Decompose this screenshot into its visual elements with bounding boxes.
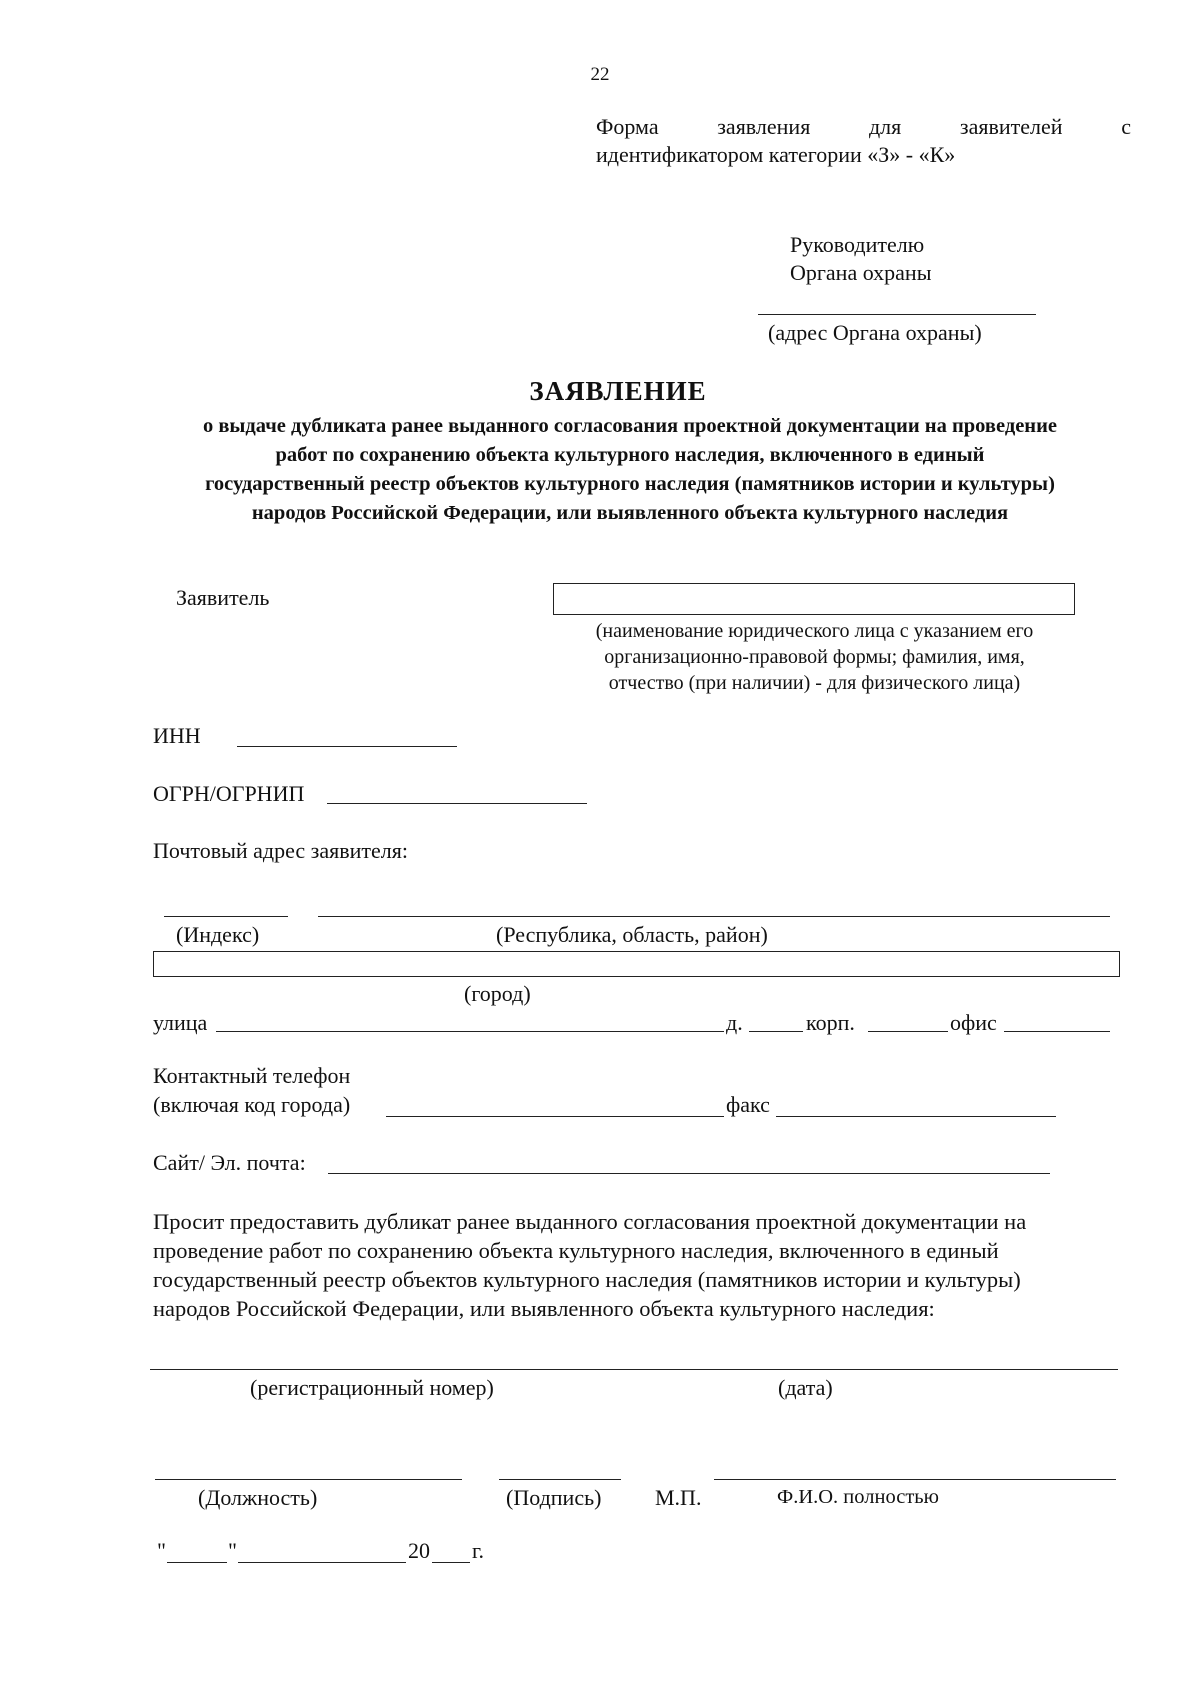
postal-region-caption: (Республика, область, район)	[496, 922, 768, 947]
fio-caption: Ф.И.О. полностью	[777, 1486, 939, 1508]
signature-field[interactable]	[499, 1479, 621, 1480]
postal-index-caption: (Индекс)	[176, 922, 260, 947]
ogrn-field[interactable]	[327, 803, 587, 804]
date-quote-close: "	[228, 1538, 237, 1563]
date-day-field[interactable]	[167, 1562, 227, 1563]
ogrn-label: ОГРН/ОГРНИП	[153, 781, 305, 806]
street-field[interactable]	[216, 1031, 724, 1032]
date-year-field[interactable]	[432, 1562, 470, 1563]
building-label: корп.	[806, 1010, 855, 1035]
inn-field[interactable]	[237, 746, 457, 747]
postal-city-field[interactable]	[153, 951, 1120, 977]
postal-index-field[interactable]	[164, 916, 288, 917]
postal-region-field[interactable]	[318, 916, 1110, 917]
office-field[interactable]	[1004, 1031, 1110, 1032]
addressee-line1: Руководителю	[790, 232, 925, 257]
signature-caption: (Подпись)	[506, 1485, 602, 1510]
document-subtitle: о выдаче дубликата ранее выданного согласования проектной документации на проведение работ по сохранению объекта культурного наследия, включенного в единый государственный реестр объектов культурного наследия (памятников истории и культуры) народов Российской Федерации, или выявленного объекта культурного наследия	[202, 415, 1058, 524]
postal-address-label: Почтовый адрес заявителя:	[153, 838, 409, 863]
stamp-label: М.П.	[655, 1485, 702, 1510]
site-email-label: Сайт/ Эл. почта:	[153, 1150, 306, 1175]
date-quote-open: "	[157, 1538, 166, 1563]
phone-field[interactable]	[386, 1116, 724, 1117]
street-label: улица	[153, 1010, 208, 1035]
office-label: офис	[950, 1010, 997, 1035]
postal-city-caption: (город)	[464, 981, 531, 1006]
phone-label-line1: Контактный телефон	[153, 1063, 351, 1088]
fio-field[interactable]	[714, 1479, 1116, 1480]
date-year-prefix: 20	[408, 1538, 430, 1563]
registration-field[interactable]	[150, 1369, 1118, 1370]
fax-label: факс	[726, 1092, 770, 1117]
applicant-name-field[interactable]	[553, 583, 1075, 615]
registration-date-caption: (дата)	[778, 1375, 833, 1400]
form-note	[596, 114, 1131, 168]
date-month-field[interactable]	[238, 1562, 406, 1563]
house-label: д.	[726, 1010, 743, 1035]
applicant-caption: (наименование юридического лица с указанием его организационно-правовой формы; фамилия, имя, отчество (при наличии) - для физического лица)	[595, 620, 1034, 694]
registration-number-caption: (регистрационный номер)	[250, 1375, 494, 1400]
request-paragraph: Просит предоставить дубликат ранее выданного согласования проектной документации на проведение работ по сохранению объекта культурного наследия, включенного в единый государственный реестр объектов культурного наследия (памятников истории и культуры) народов Российской Федерации, или выявленного объекта культурного наследия:	[153, 1209, 1027, 1321]
phone-label-line2: (включая код города)	[153, 1092, 351, 1117]
fax-field[interactable]	[776, 1116, 1056, 1117]
date-year-suffix: г.	[472, 1538, 485, 1563]
addressee-line2: Органа охраны	[790, 260, 932, 285]
house-field[interactable]	[749, 1031, 803, 1032]
document-title: ЗАЯВЛЕНИЕ	[529, 376, 707, 406]
building-field[interactable]	[868, 1031, 948, 1032]
applicant-label: Заявитель	[176, 585, 270, 610]
inn-label: ИНН	[153, 723, 201, 748]
page-number: 22	[590, 64, 610, 85]
addressee-address-field[interactable]	[758, 314, 1036, 315]
form-note-line1: Форма заявления для заявителей с	[596, 114, 1131, 139]
form-note-line2: идентификатором категории «З» - «К»	[596, 142, 956, 167]
position-caption: (Должность)	[198, 1485, 318, 1510]
position-field[interactable]	[155, 1479, 462, 1480]
addressee-address-caption: (адрес Органа охраны)	[768, 320, 982, 345]
site-email-field[interactable]	[328, 1173, 1050, 1174]
